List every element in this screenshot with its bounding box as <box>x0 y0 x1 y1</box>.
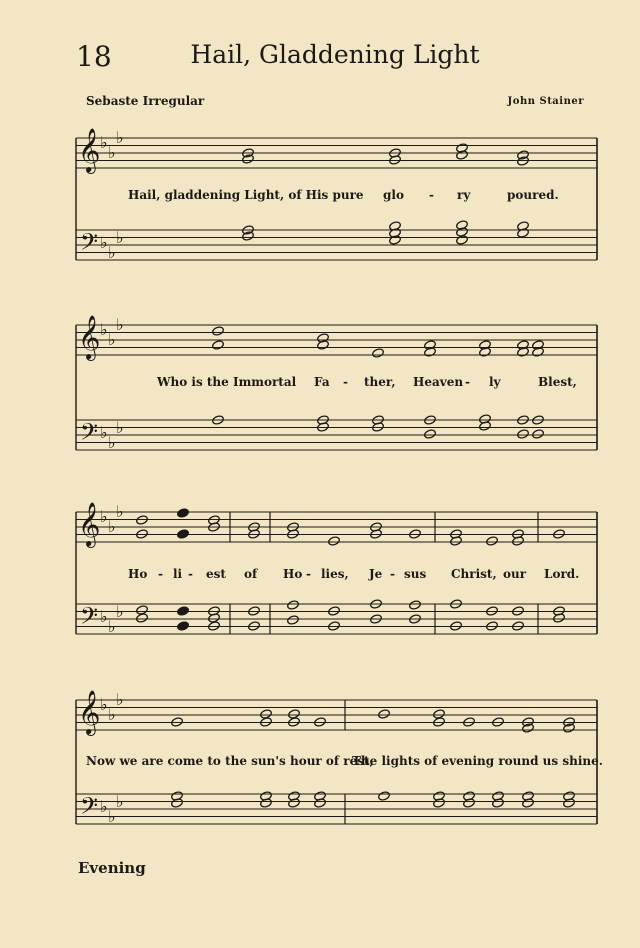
flat-icon: ♭ <box>116 418 124 437</box>
lyric-syllable: poured. <box>507 188 559 202</box>
lyric-syllable: our <box>503 567 527 581</box>
lyric-syllable: of <box>244 567 258 581</box>
lyric-syllable: ly <box>489 375 501 389</box>
flat-icon: ♭ <box>108 330 116 349</box>
hymn-title: Hail, Gladdening Light <box>190 40 480 69</box>
bass-clef-icon: 𝄢 <box>80 602 99 635</box>
bass-clef-icon: 𝄢 <box>80 228 99 261</box>
lyric-syllable: sus <box>404 567 427 581</box>
composer-name: John Stainer <box>507 96 584 107</box>
flat-icon: ♭ <box>116 128 124 147</box>
treble-clef-icon: 𝄞 <box>78 128 101 172</box>
lyric-syllable: Who is the Immortal <box>157 375 297 389</box>
lyric-syllable: glo <box>383 188 404 202</box>
lyric-line: The lights of evening round us shine. <box>352 754 603 768</box>
lyric-syllable: - <box>465 375 470 389</box>
lyric-syllable: Heaven <box>413 375 464 389</box>
lyric-syllable: Hail, gladdening Light, of His pure <box>128 188 364 202</box>
treble-clef-icon: 𝄞 <box>78 502 101 546</box>
lyric-syllable: Christ, <box>451 567 497 581</box>
flat-icon: ♭ <box>116 602 124 621</box>
flat-icon: ♭ <box>100 607 108 626</box>
flat-icon: ♭ <box>100 695 108 714</box>
page-number: 18 <box>76 40 112 73</box>
flat-icon: ♭ <box>116 228 124 247</box>
flat-icon: ♭ <box>108 705 116 724</box>
lyric-syllable: ther, <box>364 375 396 389</box>
bass-clef-icon: 𝄢 <box>80 418 99 451</box>
flat-icon: ♭ <box>116 502 124 521</box>
lyric-syllable: Lord. <box>544 567 580 581</box>
footer-topic: Evening <box>78 859 146 877</box>
lyric-syllable: - <box>158 567 163 581</box>
bass-clef-icon: 𝄢 <box>80 792 99 825</box>
tune-name: Sebaste Irregular <box>86 94 205 108</box>
flat-icon: ♭ <box>108 517 116 536</box>
lyric-syllable: Ho <box>128 567 148 581</box>
flat-icon: ♭ <box>100 133 108 152</box>
treble-clef-icon: 𝄞 <box>78 690 101 734</box>
lyric-syllable: li <box>173 567 183 581</box>
flat-icon: ♭ <box>108 243 116 262</box>
flat-icon: ♭ <box>116 315 124 334</box>
flat-icon: ♭ <box>100 320 108 339</box>
lyric-syllable: lies, <box>321 567 349 581</box>
flat-icon: ♭ <box>108 433 116 452</box>
lyric-syllable: Je <box>369 567 383 581</box>
lyric-syllable: Ho <box>283 567 303 581</box>
flat-icon: ♭ <box>116 792 124 811</box>
flat-icon: ♭ <box>100 423 108 442</box>
lyric-line: Now we are come to the sun's hour of rest, <box>86 754 374 768</box>
treble-clef-icon: 𝄞 <box>78 315 101 359</box>
lyric-syllable: Fa <box>314 375 330 389</box>
flat-icon: ♭ <box>100 797 108 816</box>
lyric-syllable: - <box>188 567 193 581</box>
lyric-syllable: est <box>206 567 226 581</box>
flat-icon: ♭ <box>108 143 116 162</box>
flat-icon: ♭ <box>108 617 116 636</box>
lyric-syllable: - <box>306 567 311 581</box>
lyric-syllable: - <box>390 567 395 581</box>
flat-icon: ♭ <box>108 807 116 826</box>
lyric-syllable: ry <box>457 188 471 202</box>
lyric-syllable: - <box>429 188 434 202</box>
lyric-syllable: Blest, <box>538 375 577 389</box>
flat-icon: ♭ <box>100 233 108 252</box>
flat-icon: ♭ <box>100 507 108 526</box>
flat-icon: ♭ <box>116 690 124 709</box>
lyric-syllable: - <box>343 375 348 389</box>
